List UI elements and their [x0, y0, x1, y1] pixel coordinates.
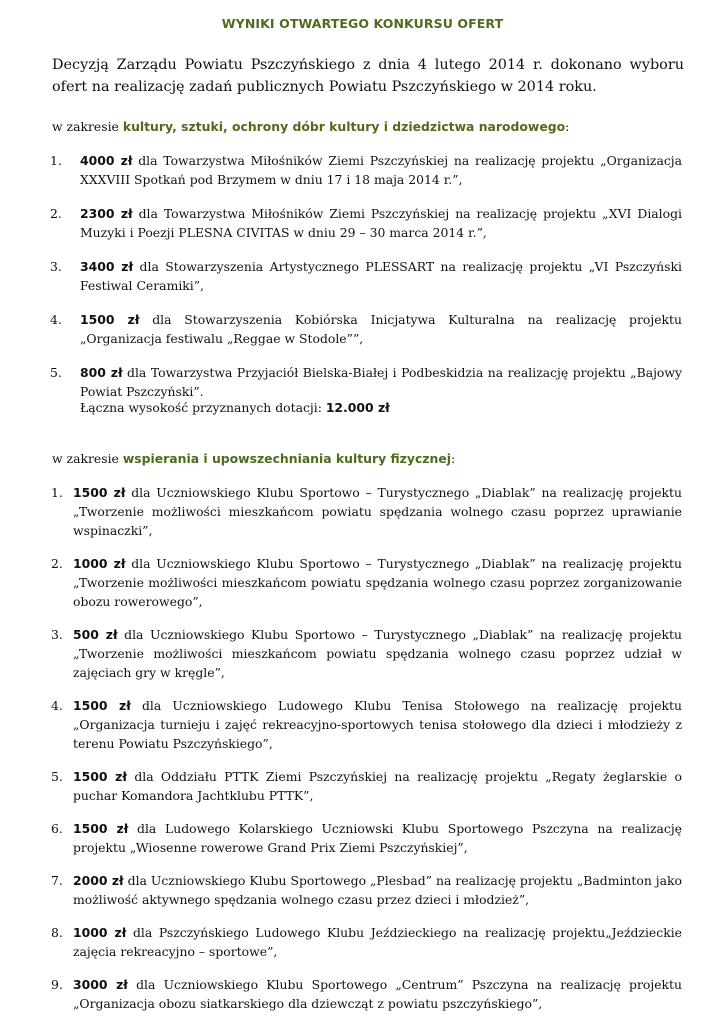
- item-body: [73, 767, 682, 805]
- total-label: Łączna wysokość przyznanych dotacji:: [80, 400, 326, 415]
- item-number: 1.: [50, 153, 62, 168]
- item-body: [80, 363, 682, 401]
- item-number: 6.: [51, 821, 63, 836]
- item-body: [80, 310, 682, 348]
- item-amount: 4000 zł: [80, 153, 133, 168]
- list-item: [50, 257, 682, 295]
- section-sport-highlight: wspierania i upowszechniania kultury fizycznej: [122, 451, 451, 466]
- item-number: 5.: [50, 365, 62, 380]
- list-item: [51, 696, 682, 753]
- item-text: dla Pszczyńskiego Ludowego Klubu Jeździeckiego na realizację projektu„Jeździeckie zajęcia rekreacyjno – sportowe”,: [73, 925, 682, 959]
- list-item: [51, 483, 683, 540]
- item-amount: 500 zł: [73, 627, 118, 642]
- list-item: [50, 151, 683, 189]
- item-body: [80, 257, 682, 295]
- item-number: 4.: [51, 698, 63, 713]
- item-amount: 1500 zł: [73, 698, 131, 713]
- item-text: dla Uczniowskiego Klubu Sportowo – Turystycznego „Diablak” na realizację projektu „Tworzenie możliwości mieszkańcom powiatu spędzania wolnego czasu poprzez zorganizowanie obozu rowerowego”,: [73, 556, 683, 609]
- item-body: [73, 625, 682, 682]
- item-text: dla Stowarzyszenia Artystycznego PLESSART na realizację projektu „VI Pszczyński Festiwal Ceramiki”,: [80, 259, 682, 293]
- item-amount: 3400 zł: [80, 259, 134, 274]
- list-item: [50, 204, 683, 242]
- item-number: 8.: [51, 925, 63, 940]
- item-number: 4.: [50, 312, 62, 327]
- total-grants: [80, 400, 390, 415]
- item-text: dla Uczniowskiego Klubu Sportowo – Turystycznego „Diablak” na realizację projektu „Tworzenie możliwości mieszkańcom powiatu spędzania wolnego czasu poprzez uprawianie wspinaczki”,: [73, 485, 683, 538]
- item-amount: 800 zł: [80, 365, 123, 380]
- item-body: [73, 554, 682, 611]
- list-item: [51, 625, 682, 682]
- item-text: dla Uczniowskiego Klubu Sportowego „Plesbad” na realizację projektu „Badminton jako możliwość aktywnego spędzania wolnego czasu przez dzieci i młodzież”,: [73, 873, 682, 907]
- list-item: [51, 767, 683, 805]
- item-body: [73, 819, 682, 857]
- item-body: [73, 696, 682, 753]
- item-body: [73, 483, 682, 540]
- item-text: dla Ludowego Kolarskiego Uczniowski Klubu Sportowego Pszczyna na realizację projektu „Wiosenne rowerowe Grand Prix Ziemi Pszczyńskiej”,: [73, 821, 683, 855]
- item-number: 1.: [51, 485, 63, 500]
- item-number: 9.: [51, 977, 63, 992]
- list-item: [50, 310, 683, 348]
- item-amount: 3000 zł: [73, 977, 128, 992]
- section-culture-highlight: kultury, sztuki, ochrony dóbr kultury i dziedzictwa narodowego: [122, 119, 566, 134]
- item-number: 2.: [51, 556, 63, 571]
- sport-award-list: [51, 483, 683, 1013]
- item-amount: 1500 zł: [73, 821, 129, 836]
- section-sport-heading: [52, 451, 684, 466]
- item-text: dla Stowarzyszenia Kobiórska Inicjatywa Kulturalna na realizację projektu „Organizacja festiwalu „Reggae w Stodole””,: [80, 312, 683, 346]
- item-number: 3.: [50, 259, 62, 274]
- item-text: dla Uczniowskiego Klubu Sportowego „Centrum” Pszczyna na realizację projektu „Organizacja obozu siatkarskiego dla dziewcząt z powiatu pszczyńskiego”,: [73, 977, 683, 1011]
- item-text: dla Towarzystwa Miłośników Ziemi Pszczyńskiej na realizację projektu „Organizacja XXXVIII Spotkań pod Brzymem w dniu 17 i 18 maja 2014 r.”,: [80, 153, 683, 187]
- item-text: dla Towarzystwa Przyjaciół Bielska-Białej i Podbeskidzia na realizację projektu „Bajowy Powiat Pszczyński”.: [80, 365, 682, 399]
- item-body: [80, 151, 682, 189]
- list-item: [51, 819, 683, 857]
- item-body: [73, 975, 682, 1013]
- item-number: 2.: [50, 206, 62, 221]
- item-text: dla Uczniowskiego Ludowego Klubu Tenisa Stołowego na realizację projektu „Organizacja turnieju i zajęć rekreacyjno-sportowych tenisa stołowego dla dzieci i młodzieży z terenu Powiatu Pszczyńskiego”,: [73, 698, 682, 751]
- document-title: WYNIKI OTWARTEGO KONKURSU OFERT: [221, 16, 504, 31]
- item-number: 3.: [51, 627, 63, 642]
- list-item: [51, 975, 683, 1013]
- item-amount: 2000 zł: [73, 873, 124, 888]
- section-culture-prefix: w zakresie: [52, 119, 123, 134]
- section-sport-suffix: :: [450, 451, 456, 466]
- item-amount: 1500 zł: [73, 485, 126, 500]
- list-item: [51, 923, 682, 961]
- list-item: [51, 871, 682, 909]
- section-sport-prefix: w zakresie: [52, 451, 123, 466]
- item-amount: 1000 zł: [73, 556, 126, 571]
- item-amount: 2300 zł: [80, 206, 133, 221]
- item-amount: 1500 zł: [80, 312, 140, 327]
- item-number: 5.: [51, 769, 63, 784]
- list-item: [50, 363, 682, 401]
- item-amount: 1000 zł: [73, 925, 127, 940]
- intro-paragraph: Decyzją Zarządu Powiatu Pszczyńskiego z dnia 4 lutego 2014 r. dokonano wyboru ofert na realizację zadań publicznych Powiatu Pszczyńskiego w 2014 roku.: [52, 57, 684, 95]
- item-number: 7.: [51, 873, 63, 888]
- item-body: [73, 871, 682, 909]
- list-item: [51, 554, 683, 611]
- item-text: dla Uczniowskiego Klubu Sportowo – Turystycznego „Diablak” na realizację projektu „Tworzenie możliwości mieszkańcom powiatu spędzania wolnego czasu poprzez udział w zajęciach gry w kręgle”,: [73, 627, 682, 680]
- culture-award-list: [50, 151, 683, 401]
- section-culture-suffix: :: [565, 119, 570, 134]
- item-text: dla Towarzystwa Miłośników Ziemi Pszczyńskiej na realizację projektu „XVI Dialogi Muzyki i Poezji PLESNA CIVITAS w dniu 29 – 30 marca 2014 r.”,: [80, 206, 683, 240]
- item-text: dla Oddziału PTTK Ziemi Pszczyńskiej na realizację projektu „Regaty żeglarskie o puchar Komandora Jachtklubu PTTK”,: [73, 769, 683, 803]
- total-value: 12.000 zł: [325, 400, 390, 415]
- item-body: [80, 204, 682, 242]
- item-body: [73, 923, 682, 961]
- item-amount: 1500 zł: [73, 769, 127, 784]
- section-culture-heading: [52, 119, 684, 134]
